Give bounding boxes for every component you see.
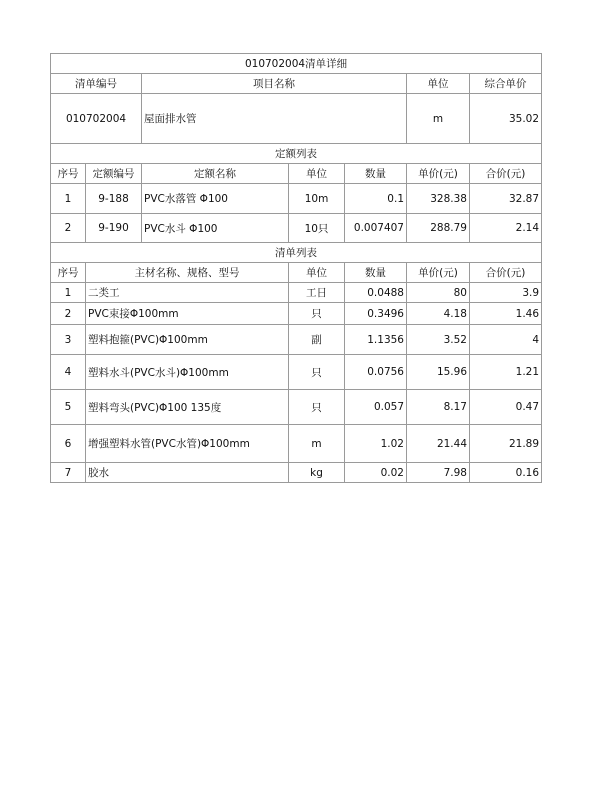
quota-header-row — [51, 164, 542, 184]
material-row — [51, 355, 542, 390]
quota-header-cell: 序号 — [51, 164, 86, 184]
quota-price: 328.38 — [407, 184, 470, 214]
bill-header-name: 项目名称 — [142, 74, 407, 94]
material-qty: 0.0488 — [345, 283, 407, 303]
material-price: 15.96 — [407, 355, 470, 390]
material-total: 0.47 — [470, 390, 542, 425]
quota-no: 1 — [51, 184, 86, 214]
bill-code: 010702004 — [51, 94, 142, 144]
material-row — [51, 390, 542, 425]
quota-section-title: 定额列表 — [51, 144, 542, 164]
material-name: PVC束接Φ100mm — [86, 303, 289, 325]
quota-code: 9-190 — [86, 214, 142, 243]
material-total: 21.89 — [470, 425, 542, 463]
material-header-cell: 序号 — [51, 263, 86, 283]
material-unit: m — [289, 425, 345, 463]
bill-unit: m — [407, 94, 470, 144]
quota-unit: 10m — [289, 184, 345, 214]
quota-header-cell: 数量 — [345, 164, 407, 184]
material-no: 1 — [51, 283, 86, 303]
quota-header-cell: 定额编号 — [86, 164, 142, 184]
material-name: 塑料水斗(PVC水斗)Φ100mm — [86, 355, 289, 390]
material-price: 80 — [407, 283, 470, 303]
material-name: 塑料弯头(PVC)Φ100 135度 — [86, 390, 289, 425]
quota-row — [51, 214, 542, 243]
quota-total: 32.87 — [470, 184, 542, 214]
quota-name: PVC水斗 Φ100 — [142, 214, 289, 243]
quota-unit: 10只 — [289, 214, 345, 243]
material-unit: 副 — [289, 325, 345, 355]
material-header-cell: 合价(元) — [470, 263, 542, 283]
material-name: 二类工 — [86, 283, 289, 303]
material-qty: 0.0756 — [345, 355, 407, 390]
quota-no: 2 — [51, 214, 86, 243]
quota-name: PVC水落管 Φ100 — [142, 184, 289, 214]
material-row — [51, 303, 542, 325]
material-header-cell: 单位 — [289, 263, 345, 283]
table-title: 010702004清单详细 — [51, 54, 542, 74]
quota-header-cell: 单价(元) — [407, 164, 470, 184]
bill-price: 35.02 — [470, 94, 542, 144]
material-total: 1.46 — [470, 303, 542, 325]
bill-header-price: 综合单价 — [470, 74, 542, 94]
material-total: 1.21 — [470, 355, 542, 390]
material-header-cell: 主材名称、规格、型号 — [86, 263, 289, 283]
material-section-title: 清单列表 — [51, 243, 542, 263]
material-price: 7.98 — [407, 463, 470, 483]
material-no: 5 — [51, 390, 86, 425]
quota-qty: 0.1 — [345, 184, 407, 214]
material-qty: 0.02 — [345, 463, 407, 483]
quota-header-cell: 单位 — [289, 164, 345, 184]
material-unit: 工日 — [289, 283, 345, 303]
material-header-cell: 单价(元) — [407, 263, 470, 283]
bill-name: 屋面排水管 — [142, 94, 407, 144]
material-qty: 0.057 — [345, 390, 407, 425]
material-name: 胶水 — [86, 463, 289, 483]
material-unit: 只 — [289, 390, 345, 425]
material-no: 3 — [51, 325, 86, 355]
material-no: 2 — [51, 303, 86, 325]
quota-code: 9-188 — [86, 184, 142, 214]
material-qty: 1.02 — [345, 425, 407, 463]
material-qty: 1.1356 — [345, 325, 407, 355]
material-row — [51, 283, 542, 303]
material-header-cell: 数量 — [345, 263, 407, 283]
material-row — [51, 425, 542, 463]
quota-total: 2.14 — [470, 214, 542, 243]
material-qty: 0.3496 — [345, 303, 407, 325]
material-total: 0.16 — [470, 463, 542, 483]
material-price: 3.52 — [407, 325, 470, 355]
material-no: 7 — [51, 463, 86, 483]
quota-qty: 0.007407 — [345, 214, 407, 243]
material-unit: 只 — [289, 303, 345, 325]
bill-header-unit: 单位 — [407, 74, 470, 94]
bill-detail-table — [50, 53, 542, 483]
material-unit: kg — [289, 463, 345, 483]
material-name: 塑料抱箍(PVC)Φ100mm — [86, 325, 289, 355]
material-unit: 只 — [289, 355, 345, 390]
material-row — [51, 463, 542, 483]
material-header-row — [51, 263, 542, 283]
quota-row — [51, 184, 542, 214]
material-row — [51, 325, 542, 355]
material-price: 8.17 — [407, 390, 470, 425]
material-price: 4.18 — [407, 303, 470, 325]
quota-header-cell: 定额名称 — [142, 164, 289, 184]
bill-header-code: 清单编号 — [51, 74, 142, 94]
material-total: 4 — [470, 325, 542, 355]
material-no: 4 — [51, 355, 86, 390]
material-no: 6 — [51, 425, 86, 463]
quota-header-cell: 合价(元) — [470, 164, 542, 184]
material-price: 21.44 — [407, 425, 470, 463]
quota-price: 288.79 — [407, 214, 470, 243]
material-total: 3.9 — [470, 283, 542, 303]
material-name: 增强塑料水管(PVC水管)Φ100mm — [86, 425, 289, 463]
